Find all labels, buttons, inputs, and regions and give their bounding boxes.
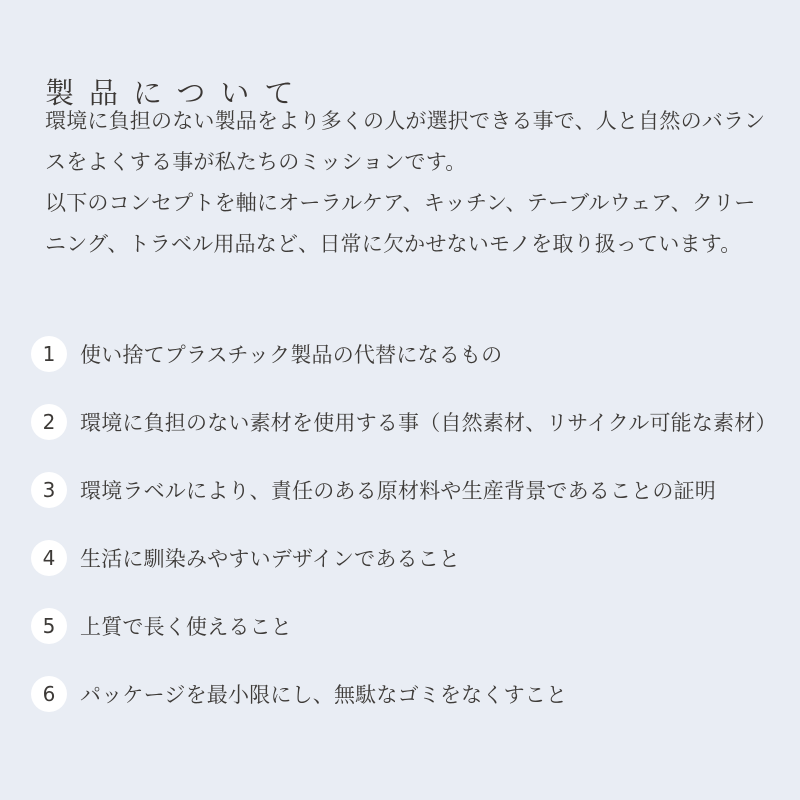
concept-item-label: 上質で長く使えること bbox=[80, 615, 292, 639]
intro-text bbox=[45, 101, 765, 265]
concept-item bbox=[31, 608, 777, 644]
concept-number-badge: 1 bbox=[31, 336, 67, 372]
concept-number-badge: 3 bbox=[31, 472, 67, 508]
concept-item-label: 使い捨てプラスチック製品の代替になるもの bbox=[80, 343, 503, 367]
concept-item bbox=[31, 336, 777, 372]
concept-number-badge: 2 bbox=[31, 404, 67, 440]
concept-item bbox=[31, 404, 777, 440]
concept-item bbox=[31, 676, 777, 712]
concept-item-label: 生活に馴染みやすいデザインであること bbox=[80, 547, 461, 571]
concept-item-label: 環境に負担のない素材を使用する事（自然素材、リサイクル可能な素材） bbox=[80, 411, 777, 435]
intro-line: 以下のコンセプトを軸にオーラルケア、キッチン、テーブルウェア、クリー bbox=[45, 191, 756, 215]
concept-number-badge: 5 bbox=[31, 608, 67, 644]
page-title: 製品について bbox=[45, 76, 309, 111]
concept-item bbox=[31, 472, 777, 508]
concept-number-badge: 4 bbox=[31, 540, 67, 576]
intro-line: スをよくする事が私たちのミッションです。 bbox=[45, 150, 467, 174]
concept-list bbox=[31, 336, 777, 744]
intro-line: ニング、トラベル用品など、日常に欠かせないモノを取り扱っています。 bbox=[45, 232, 742, 256]
concept-item-label: 環境ラベルにより、責任のある原材料や生産背景であることの証明 bbox=[80, 479, 716, 503]
concept-number-badge: 6 bbox=[31, 676, 67, 712]
intro-line: 環境に負担のない製品をより多くの人が選択できる事で、人と自然のバラン bbox=[45, 109, 766, 133]
concept-item bbox=[31, 540, 777, 576]
concept-item-label: パッケージを最小限にし、無駄なゴミをなくすこと bbox=[80, 683, 568, 707]
